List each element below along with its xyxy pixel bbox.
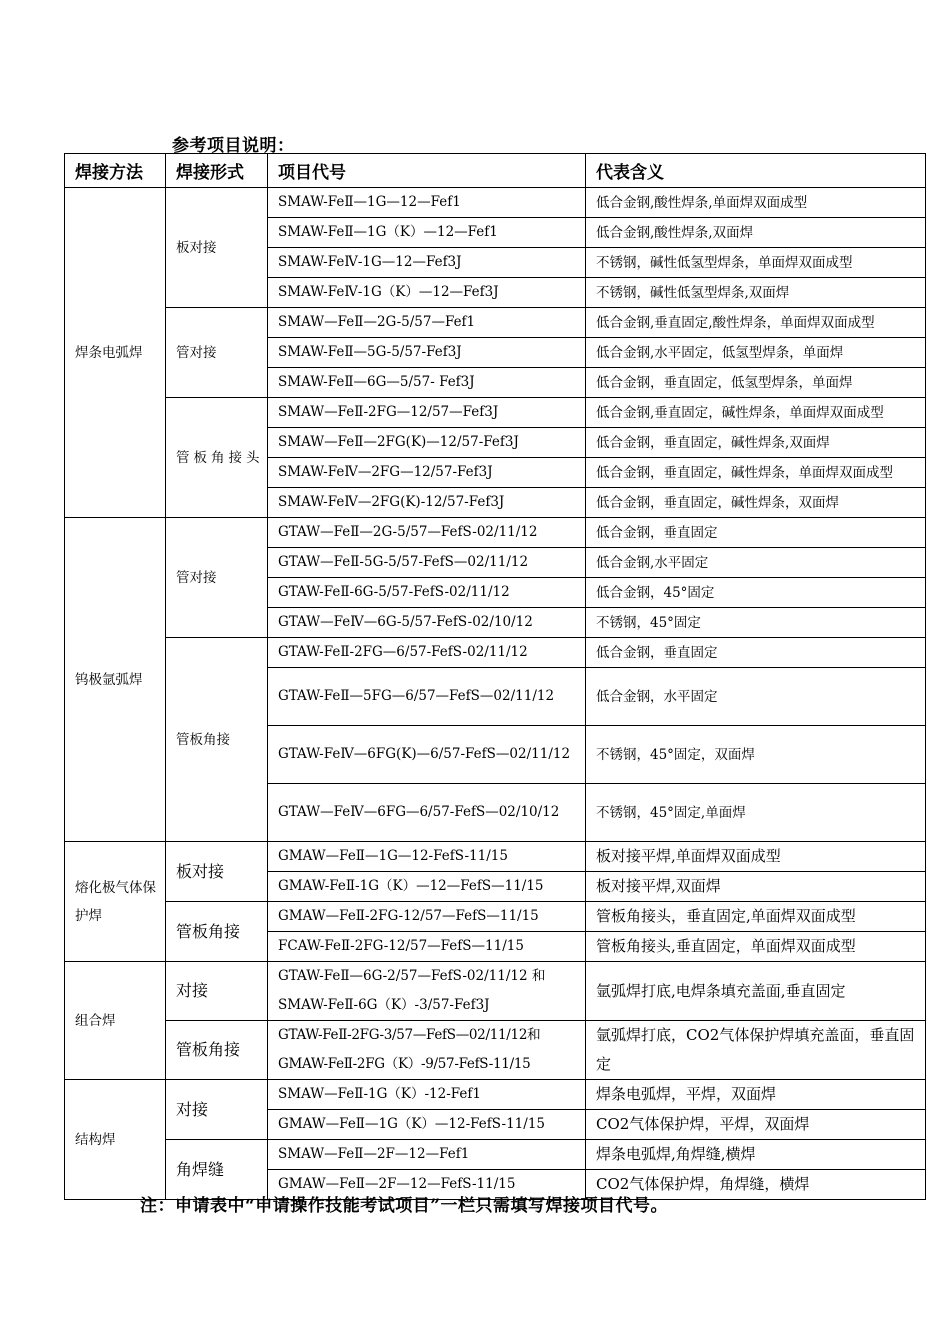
code-cell: SMAW—FeⅡ-2FG—12/57—Fef3J [268, 398, 586, 428]
form-cell: 对接 [166, 1080, 268, 1140]
table-row [65, 842, 926, 872]
desc-cell: 不锈钢，碱性低氢型焊条,双面焊 [586, 278, 926, 308]
code-cell: GTAW-FeⅡ-2FG-3/57—FefS—02/11/12和GMAW-FeⅡ-2FG（K）-9/57-FefS-11/15 [268, 1021, 586, 1080]
code-cell: SMAW-FeⅡ—5G-5/57-Fef3J [268, 338, 586, 368]
form-cell: 对接 [166, 962, 268, 1021]
desc-cell: 低合金钢，垂直固定，碱性焊条,双面焊 [586, 428, 926, 458]
form-cell: 管板角接 [166, 638, 268, 842]
code-cell: GTAW-FeⅡ-6G-5/57-FefS-02/11/12 [268, 578, 586, 608]
code-cell: GMAW—FeⅡ—1G—12-FefS-11/15 [268, 842, 586, 872]
code-cell: SMAW-FeⅣ-1G—12—Fef3J [268, 248, 586, 278]
desc-cell: CO2气体保护焊，角焊缝，横焊 [586, 1170, 926, 1200]
code-cell: GTAW-FeⅡ-2FG—6/57-FefS-02/11/12 [268, 638, 586, 668]
desc-cell: 低合金钢,水平固定 [586, 548, 926, 578]
method-cell: 结构焊 [65, 1080, 166, 1200]
table-row [65, 1021, 926, 1080]
method-cell: 钨极氩弧焊 [65, 518, 166, 842]
code-cell: GMAW—FeⅡ—2F—12—FefS-11/15 [268, 1170, 586, 1200]
header-method: 焊接方法 [65, 154, 166, 188]
form-cell: 板对接 [166, 188, 268, 308]
table-row [65, 518, 926, 548]
form-cell: 角焊缝 [166, 1140, 268, 1200]
code-cell: SMAW-FeⅣ-1G（K）—12—Fef3J [268, 278, 586, 308]
desc-cell: 不锈钢，45°固定,单面焊 [586, 784, 926, 842]
desc-cell: 不锈钢，45°固定 [586, 608, 926, 638]
desc-cell: 低合金钢，垂直固定，低氢型焊条，单面焊 [586, 368, 926, 398]
code-cell: SMAW-FeⅡ—1G（K）—12—Fef1 [268, 218, 586, 248]
table-row [65, 308, 926, 338]
code-cell: SMAW—FeⅡ-1G（K）-12-Fef1 [268, 1080, 586, 1110]
desc-cell: 焊条电弧焊，平焊，双面焊 [586, 1080, 926, 1110]
desc-cell: 低合金钢，垂直固定 [586, 518, 926, 548]
code-cell: GTAW-FeⅣ—6FG(K)—6/57-FefS—02/11/12 [268, 726, 586, 784]
welding-items-table [64, 153, 926, 1200]
form-cell: 管板角接 [166, 902, 268, 962]
form-cell: 管对接 [166, 518, 268, 638]
code-cell: GTAW-FeⅡ—5FG—6/57—FefS—02/11/12 [268, 668, 586, 726]
code-cell: SMAW-FeⅣ—2FG(K)-12/57-Fef3J [268, 488, 586, 518]
method-cell: 熔化极气体保护焊 [65, 842, 166, 962]
code-cell: GTAW—FeⅣ—6FG—6/57-FefS—02/10/12 [268, 784, 586, 842]
table-caption: 参考项目说明： [172, 136, 295, 156]
code-cell: SMAW—FeⅡ—2F—12—Fef1 [268, 1140, 586, 1170]
table-row [65, 1140, 926, 1170]
code-cell: SMAW—FeⅡ—2FG(K)—12/57-Fef3J [268, 428, 586, 458]
code-cell: GTAW—FeⅡ—2G-5/57—FefS-02/11/12 [268, 518, 586, 548]
code-cell: SMAW-FeⅡ—6G—5/57- Fef3J [268, 368, 586, 398]
table-row [65, 638, 926, 668]
desc-cell: 低合金钢,酸性焊条,单面焊双面成型 [586, 188, 926, 218]
code-cell: GTAW—FeⅣ—6G-5/57-FefS-02/10/12 [268, 608, 586, 638]
desc-cell: CO2气体保护焊，平焊，双面焊 [586, 1110, 926, 1140]
method-cell: 焊条电弧焊 [65, 188, 166, 518]
desc-cell: 板对接平焊,单面焊双面成型 [586, 842, 926, 872]
table-row [65, 188, 926, 218]
header-form: 焊接形式 [166, 154, 268, 188]
desc-cell: 低合金钢,水平固定，低氢型焊条，单面焊 [586, 338, 926, 368]
desc-cell: 低合金钢，水平固定 [586, 668, 926, 726]
desc-cell: 焊条电弧焊,角焊缝,横焊 [586, 1140, 926, 1170]
form-cell: 管板角接头 [166, 398, 268, 518]
desc-cell: 低合金钢，垂直固定 [586, 638, 926, 668]
header-code: 项目代号 [268, 154, 586, 188]
desc-cell: 板对接平焊,双面焊 [586, 872, 926, 902]
code-cell: GMAW—FeⅡ—1G（K）—12-FefS-11/15 [268, 1110, 586, 1140]
desc-cell: 管板角接头,垂直固定，单面焊双面成型 [586, 932, 926, 962]
form-cell: 管对接 [166, 308, 268, 398]
code-cell: GTAW-FeⅡ—6G-2/57—FefS-02/11/12 和SMAW-FeⅡ-6G（K）-3/57-Fef3J [268, 962, 586, 1021]
code-cell: SMAW-FeⅣ—2FG—12/57-Fef3J [268, 458, 586, 488]
form-cell: 板对接 [166, 842, 268, 902]
table-row [65, 902, 926, 932]
desc-cell: 氩弧焊打底，CO2气体保护焊填充盖面，垂直固定 [586, 1021, 926, 1080]
desc-cell: 不锈钢，碱性低氢型焊条，单面焊双面成型 [586, 248, 926, 278]
form-cell: 管板角接 [166, 1021, 268, 1080]
table-row [65, 398, 926, 428]
desc-cell: 低合金钢,垂直固定，碱性焊条，单面焊双面成型 [586, 398, 926, 428]
code-cell: GMAW—FeⅡ-2FG-12/57—FefS—11/15 [268, 902, 586, 932]
table-row [65, 1080, 926, 1110]
desc-cell: 氩弧焊打底,电焊条填充盖面,垂直固定 [586, 962, 926, 1021]
desc-cell: 低合金钢，垂直固定，碱性焊条，双面焊 [586, 488, 926, 518]
code-cell: SMAW—FeⅡ—2G-5/57—Fef1 [268, 308, 586, 338]
desc-cell: 低合金钢,酸性焊条,双面焊 [586, 218, 926, 248]
method-cell: 组合焊 [65, 962, 166, 1080]
table-header-row [65, 154, 926, 188]
table-row [65, 962, 926, 1021]
header-desc: 代表含义 [586, 154, 926, 188]
desc-cell: 不锈钢，45°固定，双面焊 [586, 726, 926, 784]
code-cell: GMAW-FeⅡ-1G（K）—12—FefS—11/15 [268, 872, 586, 902]
footnote: 注：申请表中“申请操作技能考试项目”一栏只需填写焊接项目代号。 [140, 1196, 669, 1216]
code-cell: GTAW—FeⅡ-5G-5/57-FefS—02/11/12 [268, 548, 586, 578]
desc-cell: 低合金钢，45°固定 [586, 578, 926, 608]
desc-cell: 低合金钢，垂直固定，碱性焊条，单面焊双面成型 [586, 458, 926, 488]
desc-cell: 管板角接头，垂直固定,单面焊双面成型 [586, 902, 926, 932]
desc-cell: 低合金钢,垂直固定,酸性焊条，单面焊双面成型 [586, 308, 926, 338]
code-cell: SMAW-FeⅡ—1G—12—Fef1 [268, 188, 586, 218]
code-cell: FCAW-FeⅡ-2FG-12/57—FefS—11/15 [268, 932, 586, 962]
